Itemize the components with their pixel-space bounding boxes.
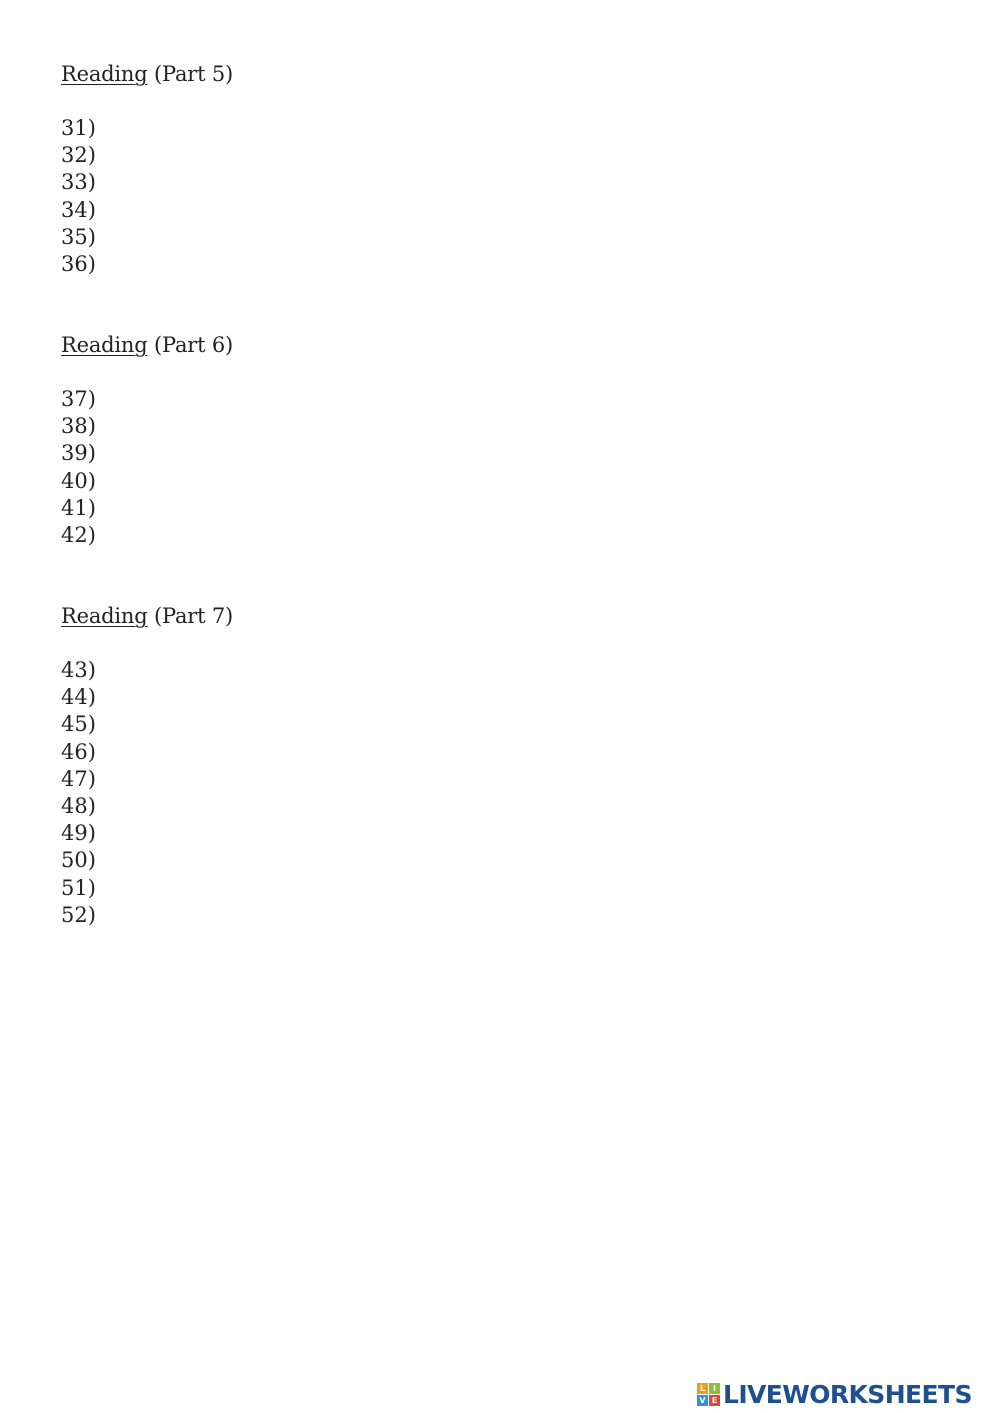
- heading-word: Reading: [61, 333, 148, 357]
- answer-item: 38): [61, 414, 96, 439]
- section-part-7: [61, 603, 233, 929]
- answer-item: 34): [61, 197, 96, 222]
- answer-item: 48): [61, 793, 96, 818]
- section-heading: [61, 332, 233, 359]
- section-part-5: [61, 61, 233, 278]
- answer-item: 36): [61, 251, 96, 276]
- answer-item: 42): [61, 522, 96, 547]
- answer-item: 49): [61, 821, 96, 846]
- answer-list: [61, 657, 233, 929]
- logo-mark-letter: V: [697, 1395, 708, 1406]
- logo-mark-letter: E: [709, 1395, 720, 1406]
- heading-part: (Part 6): [153, 333, 233, 357]
- logo-mark-letter: L: [697, 1383, 708, 1394]
- answer-item: 51): [61, 875, 96, 900]
- answer-item: 47): [61, 766, 96, 791]
- answer-item: 43): [61, 658, 96, 682]
- answer-item: 40): [61, 468, 96, 493]
- answer-item: 46): [61, 739, 96, 764]
- answer-item: 41): [61, 495, 96, 520]
- heading-part: (Part 7): [153, 604, 233, 628]
- answer-item: 32): [61, 143, 96, 168]
- answer-item: 50): [61, 848, 96, 873]
- heading-part: (Part 5): [153, 62, 233, 86]
- answer-item: 37): [61, 387, 96, 411]
- logo-mark-letter: I: [709, 1383, 720, 1394]
- answer-item: 44): [61, 685, 96, 710]
- logo-text: LIVEWORKSHEETS: [723, 1379, 972, 1409]
- answer-item: 39): [61, 441, 96, 466]
- answer-item: 35): [61, 224, 96, 249]
- heading-word: Reading: [61, 604, 148, 628]
- answer-item: 45): [61, 712, 96, 737]
- logo-mark-icon: [697, 1383, 720, 1406]
- answer-item: 52): [61, 902, 96, 927]
- answer-list: [61, 115, 233, 278]
- answer-list: [61, 386, 233, 549]
- section-part-6: [61, 332, 233, 549]
- answer-item: 31): [61, 116, 96, 140]
- liveworksheets-logo: [697, 1378, 972, 1410]
- section-heading: [61, 603, 233, 630]
- heading-word: Reading: [61, 62, 148, 86]
- section-heading: [61, 61, 233, 88]
- answer-item: 33): [61, 170, 96, 195]
